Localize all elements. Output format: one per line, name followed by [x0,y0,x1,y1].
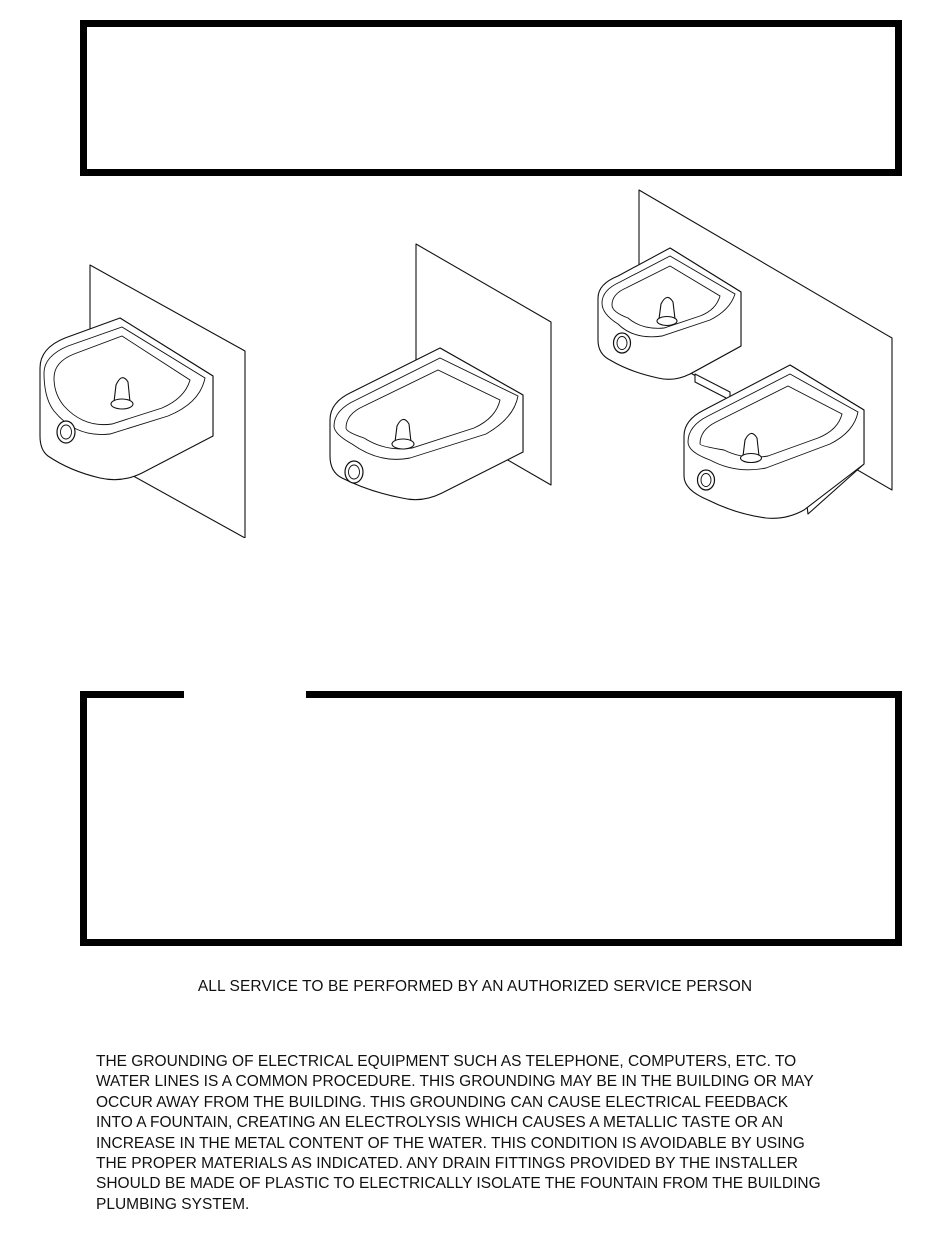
info-box-label-gap [184,688,306,700]
single-fountain-left [40,265,245,538]
grounding-line: SHOULD BE MADE OF PLASTIC TO ELECTRICALLY ISOLATE THE FOUNTAIN FROM THE BUILDING [96,1175,821,1193]
push-button-left [57,421,75,443]
bi-level-fountain-right [598,190,892,518]
fountain-illustration [30,188,910,538]
grounding-line: PLUMBING SYSTEM. [96,1195,250,1213]
grounding-line: WATER LINES IS A COMMON PROCEDURE. THIS GROUNDING MAY BE IN THE BUILDING OR MAY [96,1073,814,1091]
info-box [80,691,902,946]
grounding-line: OCCUR AWAY FROM THE BUILDING. THIS GROUNDING CAN CAUSE ELECTRICAL FEEDBACK [96,1093,789,1111]
grounding-line: INTO A FOUNTAIN, CREATING AN ELECTROLYSIS WHICH CAUSES A METALLIC TASTE OR AN [96,1114,784,1132]
single-fountain-center [330,244,551,500]
title-box [80,20,902,176]
service-note: ALL SERVICE TO BE PERFORMED BY AN AUTHORIZED SERVICE PERSON [197,978,753,995]
grounding-line: THE PROPER MATERIALS AS INDICATED. ANY DRAIN FITTINGS PROVIDED BY THE INSTALLER [96,1155,798,1173]
grounding-line: INCREASE IN THE METAL CONTENT OF THE WATER. THIS CONDITION IS AVOIDABLE BY USING [96,1134,805,1152]
grounding-line: THE GROUNDING OF ELECTRICAL EQUIPMENT SUCH AS TELEPHONE, COMPUTERS, ETC. TO [96,1053,797,1070]
grounding-paragraph [96,1052,886,1215]
push-button-lower [698,470,715,490]
push-button-upper [614,333,631,353]
push-button-center [345,461,363,483]
